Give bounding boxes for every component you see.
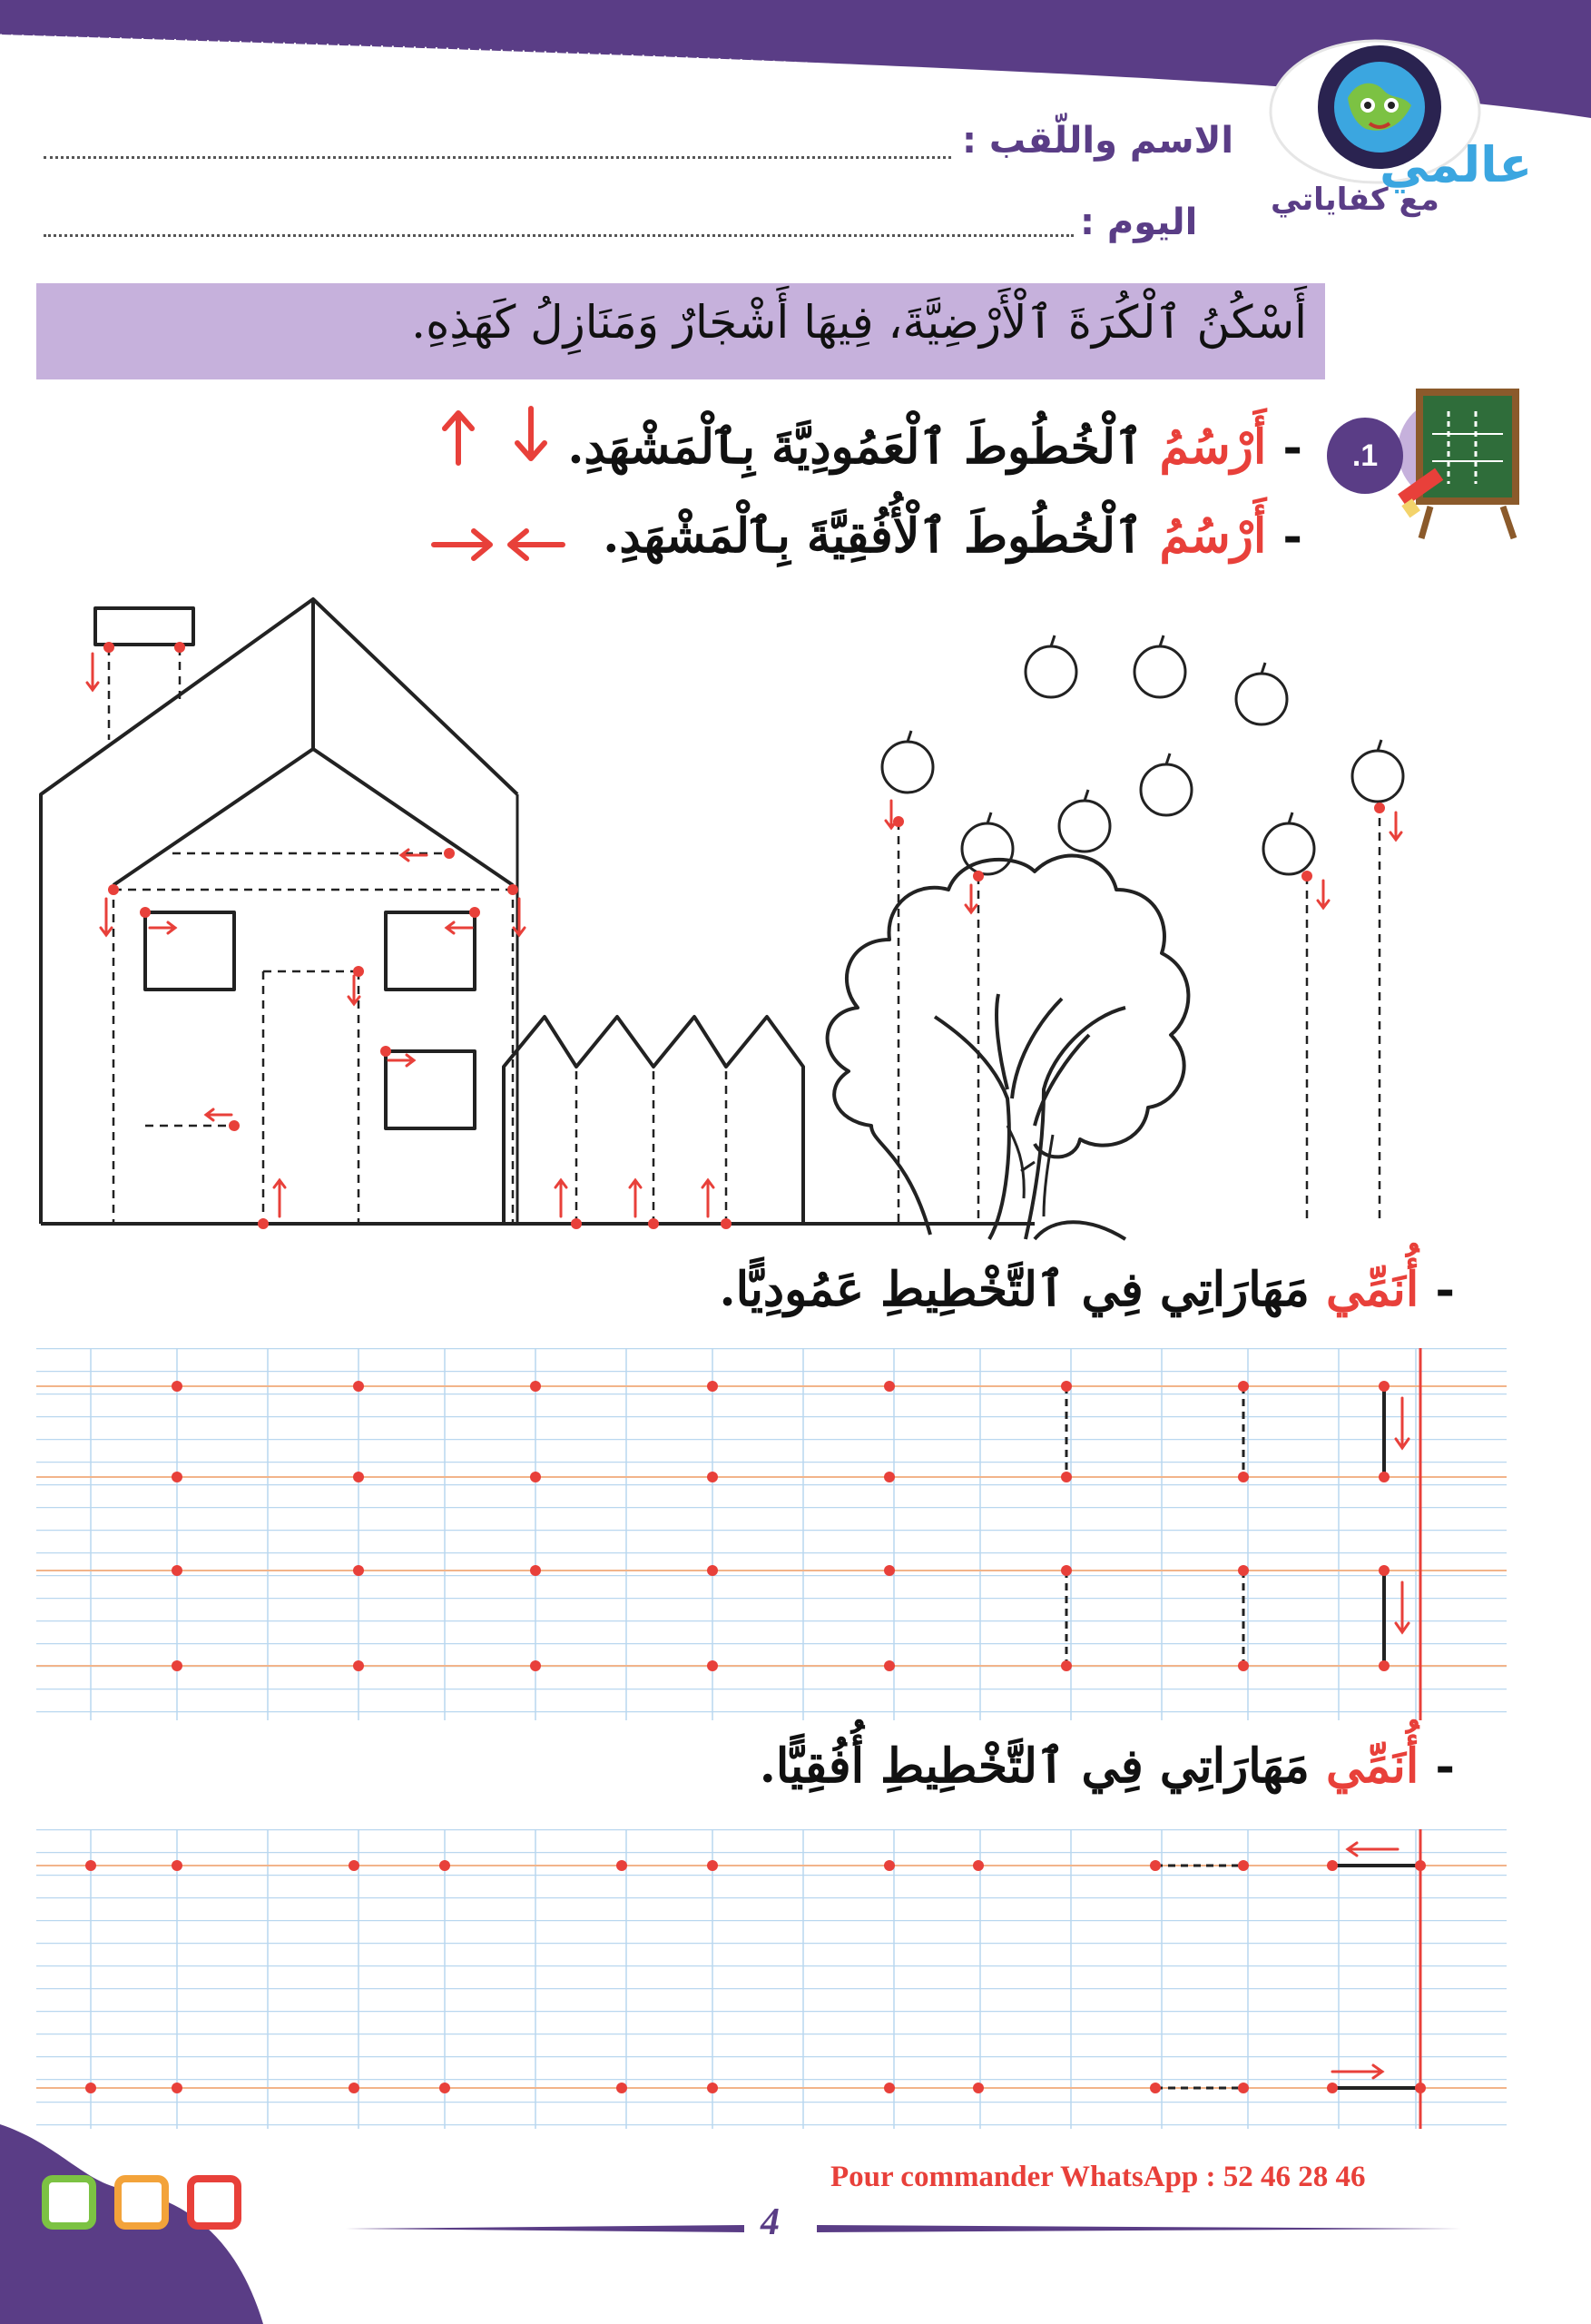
instruction-horizontal <box>603 508 1302 564</box>
day-label: اليوم : <box>1080 202 1198 243</box>
practice-text: مَهَارَاتِي فِي ٱلتَّخْطِيطِ عَمُودِيًّا. <box>719 1262 1326 1317</box>
name-label: الاسم واللّقب : <box>962 120 1234 162</box>
instruction-text: ٱلْخُطُوطَ ٱلْعَمُودِيَّةَ بِٱلْمَشْهَدِ. <box>567 419 1160 475</box>
logo-title: عالمي <box>1380 136 1533 193</box>
name-field[interactable] <box>44 156 951 159</box>
instruction-vertical <box>567 419 1302 475</box>
day-field[interactable] <box>44 234 1074 237</box>
verb-draw: أَرْسُمُ <box>1159 419 1267 475</box>
vertical-arrows-icon <box>427 399 554 472</box>
dash: - <box>1435 1262 1455 1317</box>
exercise-number-badge: .1 <box>1327 418 1403 494</box>
chalkboard-icon <box>1394 370 1539 543</box>
dash: - <box>1435 1738 1455 1794</box>
vertical-practice-grid[interactable] <box>36 1348 1507 1720</box>
banner-text: أَسْكُنُ ٱلْكُرَةَ ٱلْأَرْضِيَّةَ، فِيهَا أَشْجَارٌ وَمَنَازِلُ كَهَذِهِ. <box>411 296 1307 349</box>
dash: - <box>1282 419 1302 475</box>
instruction-text: ٱلْخُطُوطَ ٱلْأُفُقِيَّةَ بِٱلْمَشْهَدِ. <box>603 508 1160 564</box>
horizontal-practice-grid[interactable] <box>36 1829 1507 2129</box>
horizontal-arrows-icon <box>427 517 572 572</box>
logo-subtitle: مع كفاياتي <box>1271 182 1439 218</box>
footer-corner-decoration <box>0 2124 363 2324</box>
intro-banner <box>36 283 1325 379</box>
horizontal-practice-title <box>760 1738 1455 1794</box>
practice-text: مَهَارَاتِي فِي ٱلتَّخْطِيطِ أُفُقِيًّا. <box>759 1738 1326 1794</box>
dash: - <box>1282 508 1302 564</box>
verb-develop: أُنَمِّي <box>1325 1262 1419 1317</box>
vertical-practice-title <box>720 1262 1456 1317</box>
footer-rule <box>345 2222 1461 2235</box>
page-number: 4 <box>761 2201 780 2243</box>
order-contact-text: Pour commander WhatsApp : 52 46 28 46 <box>830 2161 1366 2193</box>
scene-illustration <box>0 581 1591 1253</box>
verb-develop: أُنَمِّي <box>1325 1738 1419 1794</box>
verb-draw: أَرْسُمُ <box>1159 508 1267 564</box>
